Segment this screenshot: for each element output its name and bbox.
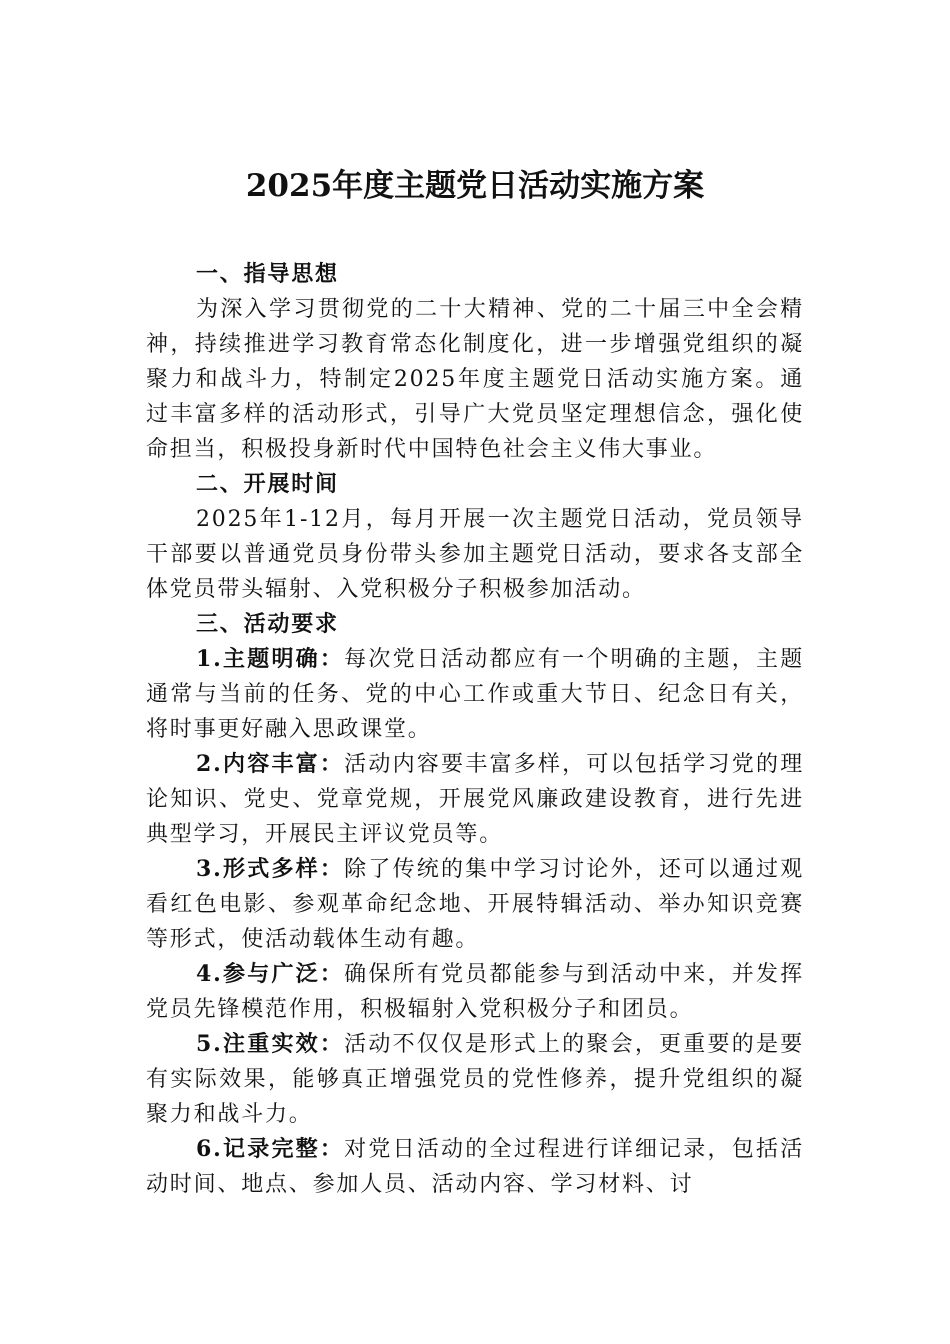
requirement-item xyxy=(146,1027,804,1132)
requirement-item-text: 活动内容要丰富多样，可以包括学习党的理论知识、党史、党章党规，开展党风廉政建设教育，进行先进典型学习，开展民主评议党员等。 xyxy=(146,752,804,847)
document-title: 2025年度主题党日活动实施方案 xyxy=(245,168,705,204)
requirement-item-text: 每次党日活动都应有一个明确的主题，主题通常与当前的任务、党的中心工作或重大节日、纪念日有关，将时事更好融入思政课堂。 xyxy=(146,647,804,742)
requirement-item xyxy=(146,747,804,852)
requirement-item-text: 除了传统的集中学习讨论外，还可以通过观看红色电影、参观革命纪念地、开展特辑活动、举办知识竞赛等形式，使活动载体生动有趣。 xyxy=(146,857,804,952)
requirement-item-label: 6.记录完整： xyxy=(196,1136,345,1162)
section-heading-schedule: 二、开展时间 xyxy=(196,471,339,497)
requirement-item xyxy=(146,1132,804,1202)
requirement-item-text: 确保所有党员都能参与到活动中来，并发挥党员先锋模范作用，积极辐射入党积极分子和团员。 xyxy=(146,962,804,1022)
requirement-item-label: 4.参与广泛： xyxy=(196,961,345,987)
section-paragraph-schedule: 2025年1-12月，每月开展一次主题党日活动，党员领导干部要以普通党员身份带头参加主题党日活动，要求各支部全体党员带头辐射、入党积极分子积极参加活动。 xyxy=(146,507,804,602)
requirement-item xyxy=(146,642,804,747)
section-heading-guiding-thought: 一、指导思想 xyxy=(196,261,339,287)
requirement-item-label: 1.主题明确： xyxy=(196,646,345,672)
requirement-item-label: 3.形式多样： xyxy=(196,856,345,882)
requirement-item-text: 活动不仅仅是形式上的聚会，更重要的是要有实际效果，能够真正增强党员的党性修养，提升党组织的凝聚力和战斗力。 xyxy=(146,1032,804,1127)
document-body xyxy=(146,257,804,1202)
requirement-item-text: 对党日活动的全过程进行详细记录，包括活动时间、地点、参加人员、活动内容、学习材料、讨 xyxy=(146,1137,804,1197)
section-heading-requirements: 三、活动要求 xyxy=(196,611,339,637)
section-paragraph-guiding-thought: 为深入学习贯彻党的二十大精神、党的二十届三中全会精神，持续推进学习教育常态化制度化，进一步增强党组织的凝聚力和战斗力，特制定2025年度主题党日活动实施方案。通过丰富多样的活动形式，引导广大党员坚定理想信念，强化使命担当，积极投身新时代中国特色社会主义伟大事业。 xyxy=(146,297,804,462)
requirement-item-label: 5.注重实效： xyxy=(196,1031,345,1057)
requirement-item xyxy=(146,852,804,957)
requirement-item-label: 2.内容丰富： xyxy=(196,751,345,777)
requirement-item xyxy=(146,957,804,1027)
